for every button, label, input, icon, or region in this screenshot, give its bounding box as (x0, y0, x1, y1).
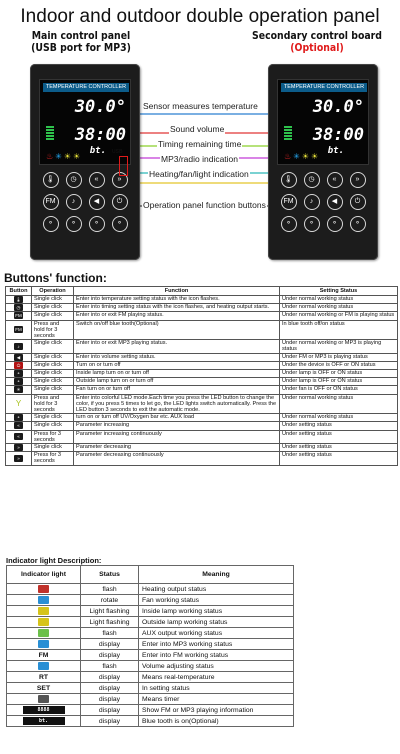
music-note-icon: ♪ (14, 343, 23, 350)
main-panel-heading-line1: Main control panel (31, 29, 131, 42)
button-icon-cell (6, 370, 32, 378)
indicator-light-cell (7, 661, 81, 672)
function-cell: Parameter increasing (74, 422, 280, 430)
indicator-light-cell (7, 639, 81, 650)
status-icons: ♨✳☀☀ (46, 152, 83, 161)
indicator-meaning-cell: Show FM or MP3 playing information (139, 705, 294, 716)
main-panel-heading (9, 30, 154, 54)
function-cell: Fan turn on or turn off (74, 386, 280, 394)
volume-icon (38, 662, 49, 670)
table-row (7, 639, 294, 650)
connector-label-timing: Timing remaining time (158, 139, 242, 149)
time-readout: 38:00 (312, 125, 364, 145)
table-row (7, 650, 294, 661)
indicator-status-cell: rotate (81, 595, 139, 606)
heating-icon (38, 585, 49, 593)
table-row (6, 386, 398, 394)
indicator-meaning-cell: Enter into FM working status (139, 650, 294, 661)
table-row (6, 444, 398, 452)
operation-cell: Single click (32, 370, 74, 378)
setting-status-cell: Under the device is OFF or ON status (280, 361, 398, 369)
chevron-up-icon: « (14, 422, 23, 429)
secondary-control-panel (268, 64, 378, 260)
outside-lamp-icon (38, 618, 49, 626)
connector-label-mp3: MP3/radio indication (161, 154, 239, 164)
indicator-light-cell (7, 595, 81, 606)
volume-bars (284, 126, 292, 140)
fan-button[interactable]: ⚬ (327, 216, 343, 232)
button-icon-cell (6, 361, 32, 369)
mp3-button[interactable]: ♪ (304, 194, 320, 210)
indicator-meaning-cell: Fan working status (139, 595, 294, 606)
function-cell: Enter into or exit MP3 playing status. (74, 340, 280, 353)
volume-bars (46, 126, 54, 140)
column-header: Button (6, 287, 32, 296)
function-cell: Parameter decreasing continuously (74, 452, 280, 465)
table-row (6, 370, 398, 378)
table-row (6, 304, 398, 312)
column-header: Setting Status (280, 287, 398, 296)
button-icon-cell (6, 452, 32, 465)
button-icon-cell (6, 296, 32, 304)
button-icon-cell (6, 394, 32, 414)
function-cell: Enter into timing setting status with the icon flashes, and heating output starts. (74, 304, 280, 312)
indicator-status-cell: flash (81, 584, 139, 595)
secondary-panel-heading (245, 30, 390, 54)
table-header-row (7, 566, 294, 584)
setting-status-cell: Under setting status (280, 430, 398, 443)
volume-button[interactable]: ◀ (89, 194, 105, 210)
indicator-meaning-cell: Volume adjusting status (139, 661, 294, 672)
function-cell: Switch on/off blue tooth(Optional) (74, 320, 280, 340)
timer-button[interactable]: ◷ (66, 172, 82, 188)
indicator-light-cell (7, 694, 81, 705)
button-icon-cell (6, 304, 32, 312)
button-icon-cell (6, 444, 32, 452)
indicator-status-cell: display (81, 694, 139, 705)
indicator-status-cell: display (81, 650, 139, 661)
buttons-section-title: Buttons' function: (4, 271, 107, 285)
indicator-light-cell (7, 584, 81, 595)
indicator-light-cell (7, 672, 81, 683)
operation-cell: Single click (32, 444, 74, 452)
power-icon: ⏻ (14, 362, 23, 369)
table-row (6, 394, 398, 414)
temperature-readout: 30.0° (74, 97, 126, 117)
indicator-light-cell (7, 606, 81, 617)
inside-lamp-icon: ⚬ (14, 370, 23, 377)
function-cell: turn on or turn off UV/Oxygen bar etc. AUX load (74, 414, 280, 422)
chevron-down-icon: » (14, 444, 23, 451)
table-row (7, 617, 294, 628)
aux-button[interactable]: ⚬ (112, 216, 128, 232)
fan-icon (38, 596, 49, 604)
decrease-button[interactable]: » (112, 172, 128, 188)
table-row (7, 606, 294, 617)
table-row (7, 705, 294, 716)
column-header: Status (81, 566, 139, 584)
button-icon-cell (6, 414, 32, 422)
function-cell: Parameter decreasing (74, 444, 280, 452)
table-row (6, 296, 398, 304)
setting-status-cell: Under lamp is OFF or ON status (280, 370, 398, 378)
inside-lamp-button[interactable]: ⚬ (43, 216, 59, 232)
indicator-status-cell: flash (81, 661, 139, 672)
volume-icon: ◀ (14, 354, 23, 361)
power-button[interactable]: ⏻ (350, 194, 366, 210)
bluetooth-display-icon: bt. (23, 717, 65, 725)
temperature-readout: 30.0° (312, 97, 364, 117)
setting-status-cell: Under setting status (280, 452, 398, 465)
button-icon-cell (6, 320, 32, 340)
operation-cell: Single click (32, 304, 74, 312)
inside-lamp-button[interactable]: ⚬ (281, 216, 297, 232)
button-icon-cell (6, 340, 32, 353)
table-row (7, 694, 294, 705)
column-header: Indicator light (7, 566, 81, 584)
table-row (6, 422, 398, 430)
function-cell: Enter into temperature setting status with the icon flashes. (74, 296, 280, 304)
timer-icon: ◷ (14, 304, 23, 311)
table-row (6, 452, 398, 465)
rt-label: RT (38, 673, 49, 681)
fm-button[interactable]: FM (281, 194, 297, 210)
mp3-icon (38, 640, 49, 648)
display-header: TEMPERATURE CONTROLLER (281, 83, 367, 92)
increase-button[interactable]: « (89, 172, 105, 188)
table-row (7, 716, 294, 727)
usb-label: USB (112, 149, 123, 155)
fan-icon: ✳ (14, 386, 23, 393)
indicator-light-table (6, 565, 294, 727)
setting-status-cell: Under lamp is OFF or ON status (280, 378, 398, 386)
function-cell: Parameter increasing continuously (74, 430, 280, 443)
setting-status-cell: Under normal working or FM is playing status (280, 312, 398, 320)
inside-lamp-icon (38, 607, 49, 615)
function-cell: Inside lamp turn on or turn off (74, 370, 280, 378)
thermometer-button[interactable]: 🌡 (281, 172, 297, 188)
setting-status-cell: Under normal working status (280, 414, 398, 422)
buttons-function-table (5, 286, 398, 466)
operation-cell: Single click (32, 378, 74, 386)
table-row (7, 628, 294, 639)
connector-label-volume: Sound volume (170, 124, 225, 134)
indicator-meaning-cell: In setting status (139, 683, 294, 694)
setting-status-cell: Under setting status (280, 422, 398, 430)
indicator-light-cell (7, 683, 81, 694)
indicator-status-cell: display (81, 705, 139, 716)
table-row (7, 595, 294, 606)
indicator-status-cell: display (81, 672, 139, 683)
function-cell: Enter into or exit FM playing status. (74, 312, 280, 320)
setting-status-cell: In blue tooth off/on status (280, 320, 398, 340)
operation-cell: Single click (32, 414, 74, 422)
setting-status-cell: Under FM or MP3 is playing status (280, 353, 398, 361)
setting-status-cell: Under fan is OFF or ON status (280, 386, 398, 394)
indicator-status-cell: Light flashing (81, 606, 139, 617)
column-header: Operation (32, 287, 74, 296)
function-cell: Enter into volume setting status. (74, 353, 280, 361)
indicator-light-cell (7, 628, 81, 639)
connector-label-function-buttons: Operation panel function buttons (143, 200, 266, 210)
table-row (6, 353, 398, 361)
thermometer-icon: 🌡 (15, 297, 22, 302)
setting-status-cell: Under normal working status (280, 304, 398, 312)
indicator-meaning-cell: Means timer (139, 694, 294, 705)
indicator-light-cell (7, 705, 81, 716)
operation-cell: Press for 3 seconds (32, 452, 74, 465)
timer-icon (38, 695, 49, 703)
table-row (6, 430, 398, 443)
function-cell: Enter into colorful LED mode.Each time you press the LED button to change the color, if you press 5 times to let go, the LED lights switch automatically. Press the LED button 3 seconds to exit the automatic mode. (74, 394, 280, 414)
indicator-light-cell (7, 716, 81, 727)
connector-label-sensor: Sensor measures temperature (143, 101, 258, 111)
setting-status-cell: Under normal working status (280, 394, 398, 414)
keypad (39, 172, 131, 232)
increase-button[interactable]: « (327, 172, 343, 188)
indicator-meaning-cell: AUX output working status (139, 628, 294, 639)
secondary-panel-heading-line1: Secondary control board (252, 29, 382, 42)
operation-cell: Single click (32, 340, 74, 353)
column-header: Meaning (139, 566, 294, 584)
button-icon-cell (6, 378, 32, 386)
connector-label-heating: Heating/fan/light indication (149, 169, 249, 179)
display-header: TEMPERATURE CONTROLLER (43, 83, 129, 92)
set-label: SET (36, 684, 51, 692)
indicator-section-title: Indicator light Description: (6, 556, 102, 565)
operation-cell: Single click (32, 353, 74, 361)
indicator-status-cell: display (81, 683, 139, 694)
indicator-light-cell (7, 617, 81, 628)
table-row (6, 378, 398, 386)
indicator-meaning-cell: Heating output status (139, 584, 294, 595)
outside-lamp-button[interactable]: ⚬ (304, 216, 320, 232)
button-icon-cell (6, 386, 32, 394)
setting-status-cell: Under normal working or MP3 is playing status (280, 340, 398, 353)
panel-display (277, 79, 369, 165)
fm-button[interactable]: FM (43, 194, 59, 210)
indicator-meaning-cell: Enter into MP3 working status (139, 639, 294, 650)
operation-cell: Press and hold for 3 seconds (32, 320, 74, 340)
indicator-status-cell: Light flashing (81, 617, 139, 628)
column-header: Function (74, 287, 280, 296)
setting-status-cell: Under setting status (280, 444, 398, 452)
usb-port (119, 156, 128, 176)
function-cell: Turn on or turn off (74, 361, 280, 369)
keypad (277, 172, 369, 232)
indicator-meaning-cell: Blue tooth is on(Optional) (139, 716, 294, 727)
led-icon: Y (15, 398, 22, 408)
indicator-light-cell (7, 650, 81, 661)
table-row (6, 320, 398, 340)
operation-cell: Single click (32, 361, 74, 369)
operation-cell: Single click (32, 296, 74, 304)
page-title: Indoor and outdoor double operation panel (20, 6, 380, 27)
indicator-status-cell: display (81, 639, 139, 650)
table-row (6, 414, 398, 422)
mp3-button[interactable]: ♪ (66, 194, 82, 210)
table-row (6, 361, 398, 369)
operation-cell: Press and hold for 3 seconds (32, 394, 74, 414)
button-icon-cell (6, 353, 32, 361)
buttons-table-body (6, 296, 398, 466)
indicator-status-cell: flash (81, 628, 139, 639)
time-readout: 38:00 (74, 125, 126, 145)
indicator-meaning-cell: Means real-temperature (139, 672, 294, 683)
aux-button[interactable]: ⚬ (350, 216, 366, 232)
table-row (6, 312, 398, 320)
table-header-row (6, 287, 398, 296)
operation-cell: Single click (32, 312, 74, 320)
thermometer-button[interactable]: 🌡 (43, 172, 59, 188)
table-row (7, 661, 294, 672)
button-icon-cell (6, 430, 32, 443)
indicator-table-body (7, 584, 294, 727)
table-row (7, 584, 294, 595)
fan-button[interactable]: ⚬ (89, 216, 105, 232)
outside-lamp-icon: ⚬ (14, 378, 23, 385)
timer-button[interactable]: ◷ (304, 172, 320, 188)
chevron-down-icon: » (14, 455, 23, 462)
volume-button[interactable]: ◀ (327, 194, 343, 210)
operation-cell: Single click (32, 386, 74, 394)
indicator-meaning-cell: Outside lamp working status (139, 617, 294, 628)
bluetooth-readout: bt. (89, 146, 106, 156)
indicator-status-cell: display (81, 716, 139, 727)
operation-cell: Press for 3 seconds (32, 430, 74, 443)
power-button[interactable]: ⏻ (112, 194, 128, 210)
button-icon-cell (6, 422, 32, 430)
fm-icon: FM (15, 313, 22, 319)
table-row (7, 683, 294, 694)
bluetooth-readout: bt. (327, 146, 344, 156)
table-row (6, 340, 398, 353)
indicator-meaning-cell: Inside lamp working status (139, 606, 294, 617)
aux-icon: ⚬ (14, 414, 23, 421)
fm-icon: FM (15, 327, 22, 333)
fm-label: FM (38, 651, 49, 659)
table-row (7, 672, 294, 683)
decrease-button[interactable]: » (350, 172, 366, 188)
function-cell: Outside lamp turn on or turn off (74, 378, 280, 386)
outside-lamp-button[interactable]: ⚬ (66, 216, 82, 232)
setting-status-cell: Under normal working status (280, 296, 398, 304)
main-panel-heading-line2: (USB port for MP3) (31, 41, 131, 54)
button-icon-cell (6, 312, 32, 320)
aux-icon (38, 629, 49, 637)
status-icons: ♨✳☀☀ (284, 152, 321, 161)
secondary-panel-optional-note: (Optional) (290, 41, 344, 54)
chevron-up-icon: « (14, 433, 23, 440)
segment-display-icon: 8888 (23, 706, 65, 714)
operation-cell: Single click (32, 422, 74, 430)
